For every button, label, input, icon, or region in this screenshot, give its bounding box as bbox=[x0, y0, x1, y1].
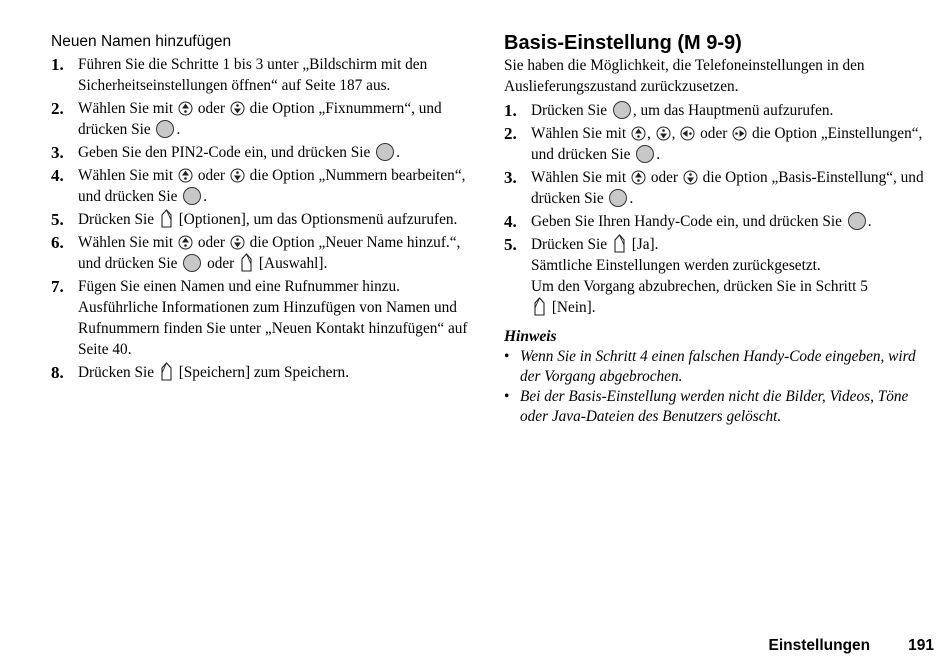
right-softkey-icon bbox=[613, 234, 626, 253]
step: 3. Wählen Sie mit oder die Option „Basis-Einstellung“, und drücken Sie . bbox=[504, 168, 924, 207]
page-footer bbox=[769, 637, 935, 655]
right-softkey-icon bbox=[160, 209, 173, 228]
nav-down-icon bbox=[683, 170, 698, 185]
section-heading-add-name: Neuen Namen hinzufügen bbox=[51, 33, 232, 50]
steps-list-add-name bbox=[51, 54, 471, 383]
note-item: • Bei der Basis-Einstellung werden nicht die Bilder, Videos, Töne oder Java-Dateien des Benutzers gelöscht. bbox=[504, 388, 909, 425]
right-softkey-icon bbox=[240, 253, 253, 272]
note-title: Hinweis bbox=[504, 328, 557, 345]
note-item: • Wenn Sie in Schritt 4 einen falschen Handy-Code eingeben, wird der Vorgang abgebrochen. bbox=[504, 348, 916, 385]
section-heading-reset: Basis-Einstellung (M 9-9) bbox=[504, 32, 742, 54]
nav-down-icon bbox=[230, 235, 245, 250]
center-key-icon bbox=[183, 187, 201, 205]
center-key-icon bbox=[848, 212, 866, 230]
left-softkey-icon bbox=[160, 362, 173, 381]
nav-up-icon bbox=[178, 101, 193, 116]
nav-right-icon bbox=[732, 126, 747, 141]
nav-left-icon bbox=[680, 126, 695, 141]
nav-up-icon bbox=[178, 235, 193, 250]
step: 5. Drücken Sie [Ja]. Sämtliche Einstellungen werden zurückgesetzt. Um den Vorgang abzubrechen, drücken Sie in Schritt 5 [Nein]. bbox=[504, 235, 868, 316]
center-key-icon bbox=[609, 189, 627, 207]
step: 6. Wählen Sie mit oder die Option „Neuer Name hinzuf.“, und drücken Sie oder [Auswahl]. bbox=[51, 233, 461, 272]
step: 4. Geben Sie Ihren Handy-Code ein, und drücken Sie . bbox=[504, 212, 872, 231]
step: 2. Wählen Sie mit , , oder die Option „Einstellungen“, und drücken Sie . bbox=[504, 124, 923, 163]
center-key-icon bbox=[636, 145, 654, 163]
step: 7. Fügen Sie einen Namen und eine Rufnummer hinzu. Ausführliche Informationen zum Hinzufügen von Namen und Rufnummern finden Sie unter „Neuen Kontakt hinzufügen“ auf Seite 40. bbox=[51, 277, 468, 358]
nav-up-icon bbox=[631, 126, 646, 141]
step: 2. Wählen Sie mit oder die Option „Fixnummern“, und drücken Sie . bbox=[51, 99, 442, 138]
center-key-icon bbox=[613, 101, 631, 119]
left-softkey-icon bbox=[533, 297, 546, 316]
notes-list bbox=[504, 347, 934, 427]
page-number: 191 bbox=[908, 637, 934, 654]
step: 1. Führen Sie die Schritte 1 bis 3 unter „Bildschirm mit den Sicherheitseinstellungen öffnen“ auf Seite 187 aus. bbox=[51, 55, 428, 94]
center-key-icon bbox=[183, 254, 201, 272]
step: 4. Wählen Sie mit oder die Option „Nummern bearbeiten“, und drücken Sie . bbox=[51, 166, 466, 205]
footer-section-title: Einstellungen bbox=[768, 637, 871, 654]
intro-paragraph: Sie haben die Möglichkeit, die Telefoneinstellungen in den Auslieferungszustand zurückzusetzen. bbox=[504, 57, 865, 95]
step: 1. Drücken Sie , um das Hauptmenü aufzurufen. bbox=[504, 101, 834, 120]
nav-down-icon bbox=[656, 126, 671, 141]
step: 5. Drücken Sie [Optionen], um das Optionsmenü aufzurufen. bbox=[51, 210, 458, 229]
nav-up-icon bbox=[178, 168, 193, 183]
right-column bbox=[504, 32, 934, 427]
nav-up-icon bbox=[631, 170, 646, 185]
center-key-icon bbox=[156, 120, 174, 138]
step: 3. Geben Sie den PIN2-Code ein, und drücken Sie . bbox=[51, 143, 400, 162]
left-column bbox=[51, 32, 471, 385]
step: 8. Drücken Sie [Speichern] zum Speichern. bbox=[51, 363, 350, 382]
nav-down-icon bbox=[230, 168, 245, 183]
center-key-icon bbox=[376, 143, 394, 161]
steps-list-reset bbox=[504, 100, 934, 318]
nav-down-icon bbox=[230, 101, 245, 116]
